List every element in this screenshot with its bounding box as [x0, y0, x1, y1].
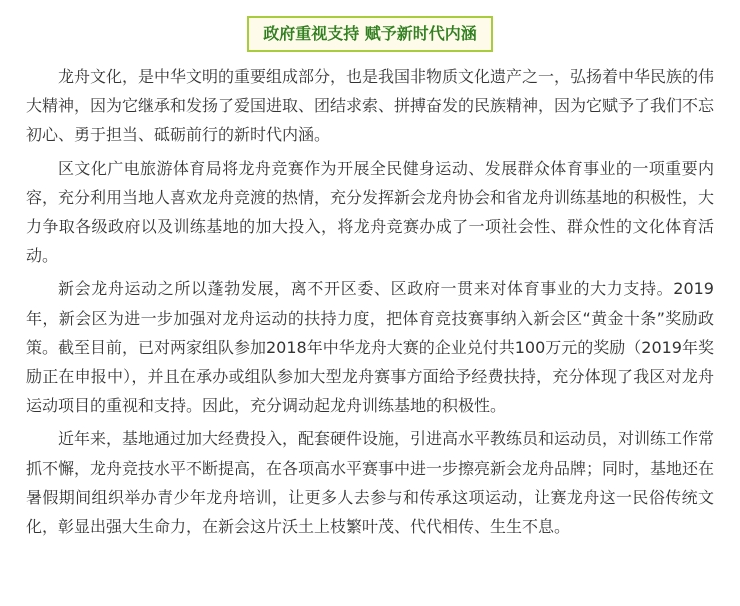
- heading-container: [0, 16, 740, 52]
- article-body: [26, 62, 714, 545]
- paragraph: 新会龙舟运动之所以蓬勃发展，离不开区委、区政府一贯来对体育事业的大力支持。2019年，新会区为进一步加强对龙舟运动的扶持力度，把体育竞技赛事纳入新会区“黄金十条”奖励政策。截至目前，已对两家组队参加2018年中华龙舟大赛的企业兑付共100万元的奖励（2019年奖励正在申报中），并且在承办或组队参加大型龙舟赛事方面给予经费扶持，充分体现了我区对龙舟运动项目的重视和支持。因此，充分调动起龙舟训练基地的积极性。: [26, 279, 714, 416]
- paragraph: 龙舟文化，是中华文明的重要组成部分，也是我国非物质文化遗产之一，弘扬着中华民族的伟大精神，因为它继承和发扬了爱国进取、团结求索、拼搏奋发的民族精神，因为它赋予了我们不忘初心、勇于担当、砥砺前行的新时代内涵。: [26, 67, 715, 145]
- paragraph: 区文化广电旅游体育局将龙舟竞赛作为开展全民健身运动、发展群众体育事业的一项重要内容，充分利用当地人喜欢龙舟竞渡的热情，充分发挥新会龙舟协会和省龙舟训练基地的积极性，大力争取各级政府以及训练基地的加大投入，将龙舟竞赛办成了一项社会性、群众性的文化体育活动。: [26, 158, 715, 266]
- paragraph: 近年来，基地通过加大经费投入，配套硬件设施，引进高水平教练员和运动员，对训练工作常抓不懈，龙舟竞技水平不断提高，在各项高水平赛事中进一步擦亮新会龙舟品牌；同时，基地还在暑假期间组织举办青少年龙舟培训，让更多人去参与和传承这项运动，让赛龙舟这一民俗传统文化，彰显出强大生命力，在新会这片沃土上枝繁叶茂、代代相传、生生不息。: [26, 429, 715, 537]
- section-title: 政府重视支持 赋予新时代内涵: [247, 16, 493, 52]
